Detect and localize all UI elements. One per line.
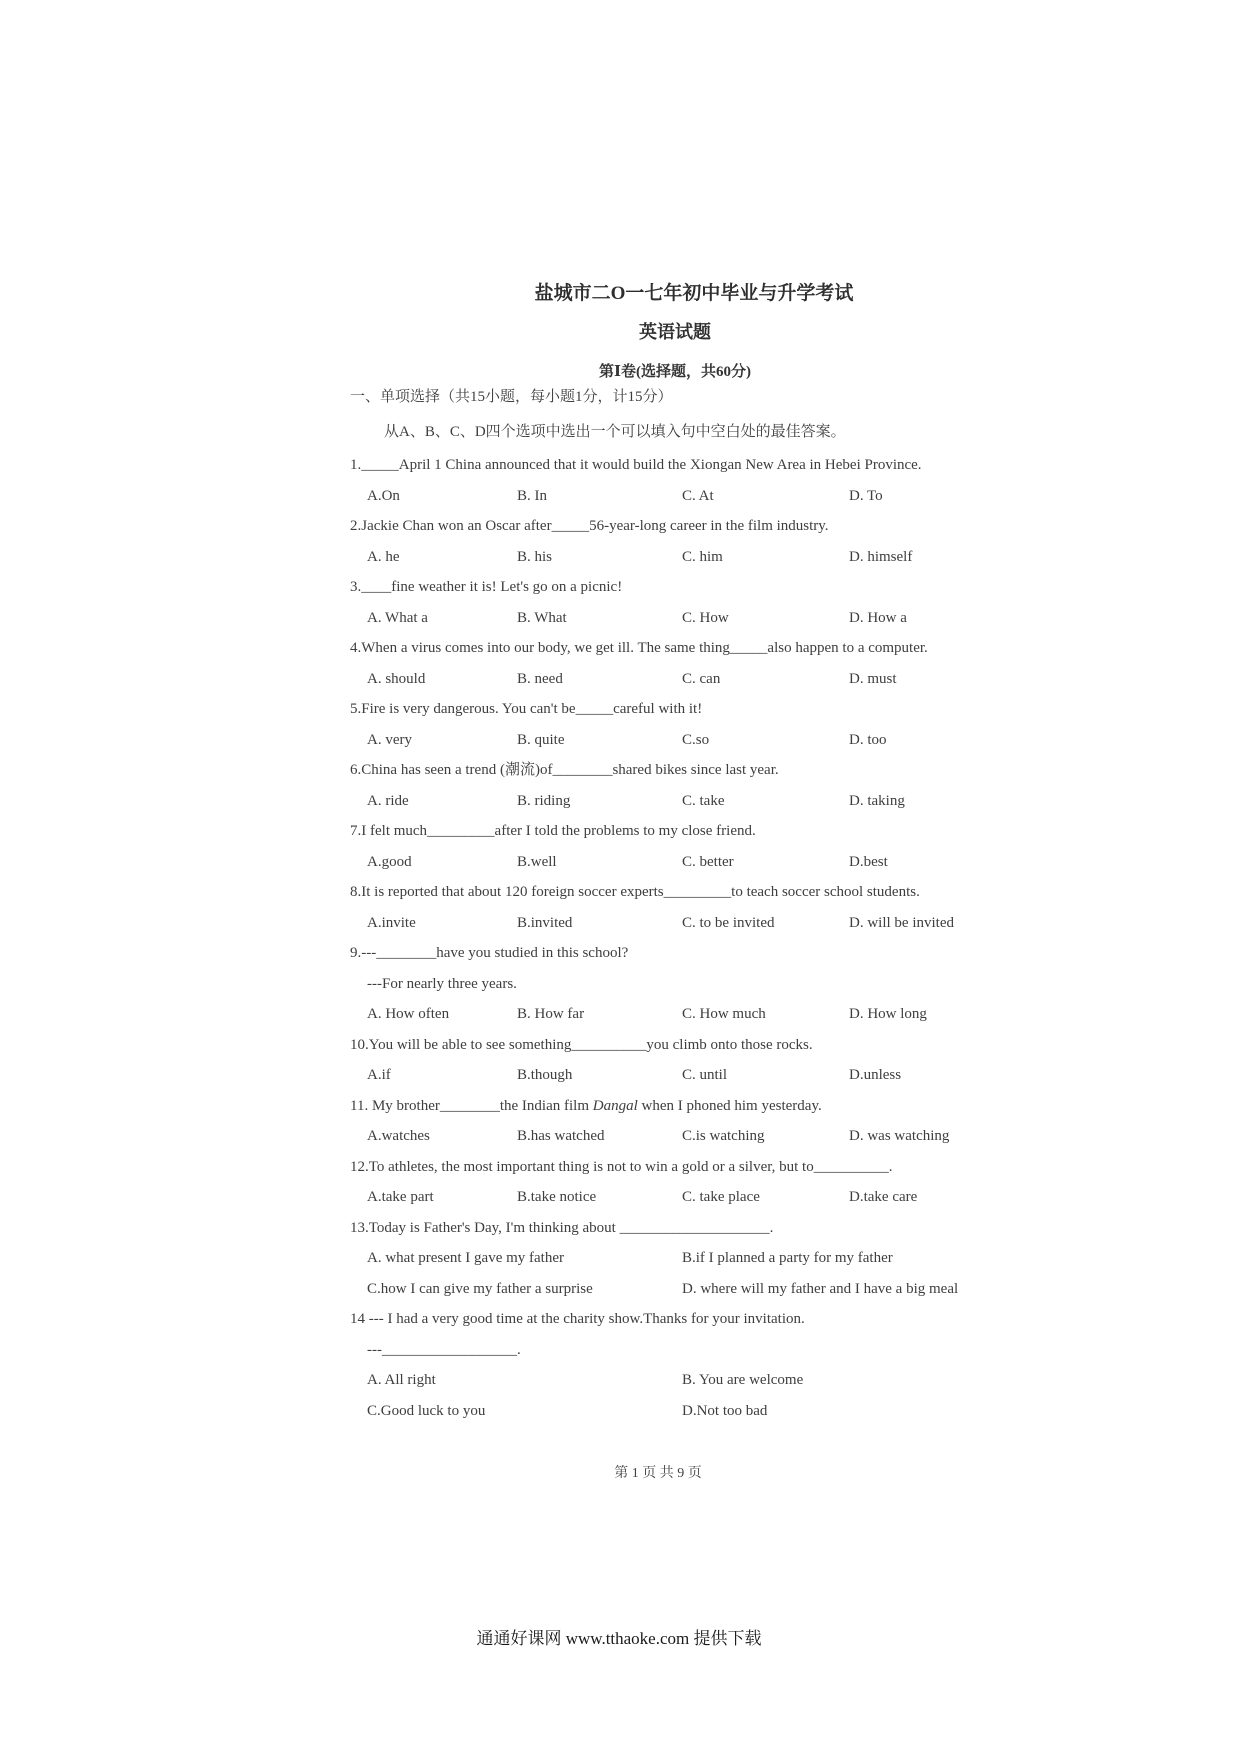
- exam-title: 盐城市二O一七年初中毕业与升学考试: [534, 283, 854, 304]
- option-b: B. You are welcome: [682, 1372, 804, 1388]
- options-row: [350, 603, 1030, 634]
- question-10: [350, 1030, 1030, 1091]
- options-row: [350, 1365, 1030, 1396]
- question-1: [350, 450, 1030, 511]
- question-stem: 4.When a virus comes into our body, we get ill. The same thing_____also happen to a computer.: [350, 640, 928, 656]
- options-row: [350, 786, 1030, 817]
- option-c: C.is watching: [682, 1128, 765, 1144]
- options-row: [350, 999, 1030, 1030]
- question-stem: 5.Fire is very dangerous. You can't be_____careful with it!: [350, 701, 703, 717]
- question-8: [350, 877, 1030, 938]
- option-d: D. too: [849, 731, 887, 748]
- option-b: B.invited: [517, 914, 573, 931]
- option-b: B. How far: [517, 1006, 585, 1022]
- question-stem: 8.It is reported that about 120 foreign soccer experts_________to teach soccer school students.: [350, 884, 920, 900]
- question-stem: 13.Today is Father's Day, I'm thinking about ____________________.: [350, 1219, 774, 1236]
- option-a: A.take part: [367, 1189, 434, 1205]
- stem-text: 11. My brother________the Indian film: [350, 1097, 593, 1114]
- option-b: B.take notice: [517, 1189, 597, 1205]
- option-c: C. At: [682, 487, 714, 504]
- option-d: D. was watching: [849, 1128, 950, 1144]
- option-a: A. What a: [367, 609, 428, 626]
- options-row: [350, 1243, 1030, 1274]
- dialogue-reply: ---__________________.: [367, 1341, 521, 1358]
- options-row: [350, 1121, 1030, 1152]
- question-stem: [350, 1091, 1030, 1122]
- question-stem: 7.I felt much_________after I told the problems to my close friend.: [350, 823, 756, 839]
- question-11: [350, 1091, 1030, 1152]
- option-a: A.On: [367, 487, 400, 504]
- options-row: [350, 542, 1030, 573]
- question-7: [350, 816, 1030, 877]
- question-6: [350, 755, 1030, 816]
- option-c: C.how I can give my father a surprise: [367, 1280, 593, 1297]
- option-c: C. take place: [682, 1189, 760, 1205]
- option-c: C. take: [682, 792, 725, 809]
- option-d: D. How a: [849, 609, 907, 626]
- option-a: A.invite: [367, 914, 416, 931]
- option-b: B. In: [517, 487, 547, 504]
- options-row: [350, 1182, 1030, 1213]
- option-a: A. he: [367, 548, 400, 565]
- question-stem: 3.____fine weather it is! Let's go on a picnic!: [350, 579, 623, 595]
- option-d: D. To: [849, 487, 883, 504]
- question-list: [350, 450, 1030, 1426]
- section-instruction: 从A、B、C、D四个选项中选出一个可以填入句中空白处的最佳答案。: [384, 424, 846, 440]
- option-d: D. taking: [849, 792, 905, 809]
- film-title: Dangal: [592, 1097, 638, 1114]
- option-b: B. What: [517, 609, 567, 626]
- option-a: A. ride: [367, 792, 409, 809]
- option-b: B. his: [517, 548, 553, 565]
- exam-subject: 英语试题: [639, 322, 711, 342]
- option-c: C. him: [682, 548, 723, 565]
- question-5: [350, 694, 1030, 755]
- option-d: D. where will my father and I have a big meal: [682, 1280, 959, 1297]
- question-stem: 10.You will be able to see something__________you climb onto those rocks.: [350, 1036, 813, 1053]
- question-stem: 12.To athletes, the most important thing is not to win a gold or a silver, but to__________.: [350, 1158, 893, 1175]
- options-row: [350, 725, 1030, 756]
- options-row: [350, 847, 1030, 878]
- option-c: C. How much: [682, 1006, 766, 1022]
- question-9: [350, 938, 1030, 1030]
- option-b: B.has watched: [517, 1128, 605, 1144]
- options-row: [350, 1274, 1030, 1305]
- option-b: B.if I planned a party for my father: [682, 1250, 893, 1266]
- option-a: A. what present I gave my father: [367, 1250, 565, 1266]
- option-a: A.good: [367, 853, 412, 870]
- option-d: D.Not too bad: [682, 1402, 768, 1419]
- options-row: [350, 908, 1030, 939]
- options-row: [350, 1060, 1030, 1091]
- option-d: D. must: [849, 670, 897, 687]
- option-c: C.so: [682, 731, 710, 748]
- option-a: A. very: [367, 731, 412, 748]
- question-3: [350, 572, 1030, 633]
- question-stem: 6.China has seen a trend (潮流)of________shared bikes since last year.: [350, 762, 779, 778]
- option-d: D. himself: [849, 548, 913, 565]
- option-c: C.Good luck to you: [367, 1402, 486, 1419]
- option-d: D. will be invited: [849, 914, 954, 931]
- options-row: [350, 664, 1030, 695]
- option-c: C. until: [682, 1067, 728, 1083]
- option-b: B. need: [517, 670, 563, 687]
- option-d: D.take care: [849, 1189, 918, 1205]
- download-source: 通通好课网 www.tthaoke.com 提供下载: [476, 1629, 762, 1648]
- question-stem: 2.Jackie Chan won an Oscar after_____56-year-long career in the film industry.: [350, 518, 829, 534]
- stem-text: when I phoned him yesterday.: [637, 1097, 822, 1114]
- option-c: C. to be invited: [682, 914, 775, 931]
- page-number: 第 1 页 共 9 页: [614, 1466, 702, 1481]
- question-14: [350, 1304, 1030, 1426]
- volume-heading: 第Ⅰ卷(选择题，共60分): [598, 364, 751, 380]
- option-d: D.best: [849, 853, 888, 870]
- option-b: B. quite: [517, 731, 565, 748]
- option-b: B.well: [517, 853, 557, 870]
- question-12: [350, 1152, 1030, 1213]
- question-2: [350, 511, 1030, 572]
- question-stem: 9.---________have you studied in this school?: [350, 945, 629, 961]
- section-heading: 一、单项选择（共15小题，每小题1分，计15分）: [350, 389, 673, 405]
- options-row: [350, 1396, 1030, 1427]
- dialogue-reply: ---For nearly three years.: [367, 975, 517, 992]
- option-b: B. riding: [517, 792, 571, 809]
- option-a: A. should: [367, 670, 426, 687]
- question-stem: 1._____April 1 China announced that it would build the Xiongan New Area in Hebei Province.: [350, 457, 922, 473]
- option-c: C. How: [682, 609, 729, 626]
- option-c: C. better: [682, 853, 734, 870]
- option-a: A. All right: [367, 1372, 436, 1388]
- option-a: A.watches: [367, 1128, 430, 1144]
- option-a: A. How often: [367, 1006, 450, 1022]
- option-d: D.unless: [849, 1067, 902, 1083]
- question-13: [350, 1213, 1030, 1305]
- question-4: [350, 633, 1030, 694]
- options-row: [350, 481, 1030, 512]
- option-d: D. How long: [849, 1006, 927, 1022]
- question-stem: 14 --- I had a very good time at the charity show.Thanks for your invitation.: [350, 1311, 805, 1327]
- option-a: A.if: [367, 1067, 391, 1083]
- option-c: C. can: [682, 670, 721, 687]
- option-b: B.though: [517, 1067, 573, 1083]
